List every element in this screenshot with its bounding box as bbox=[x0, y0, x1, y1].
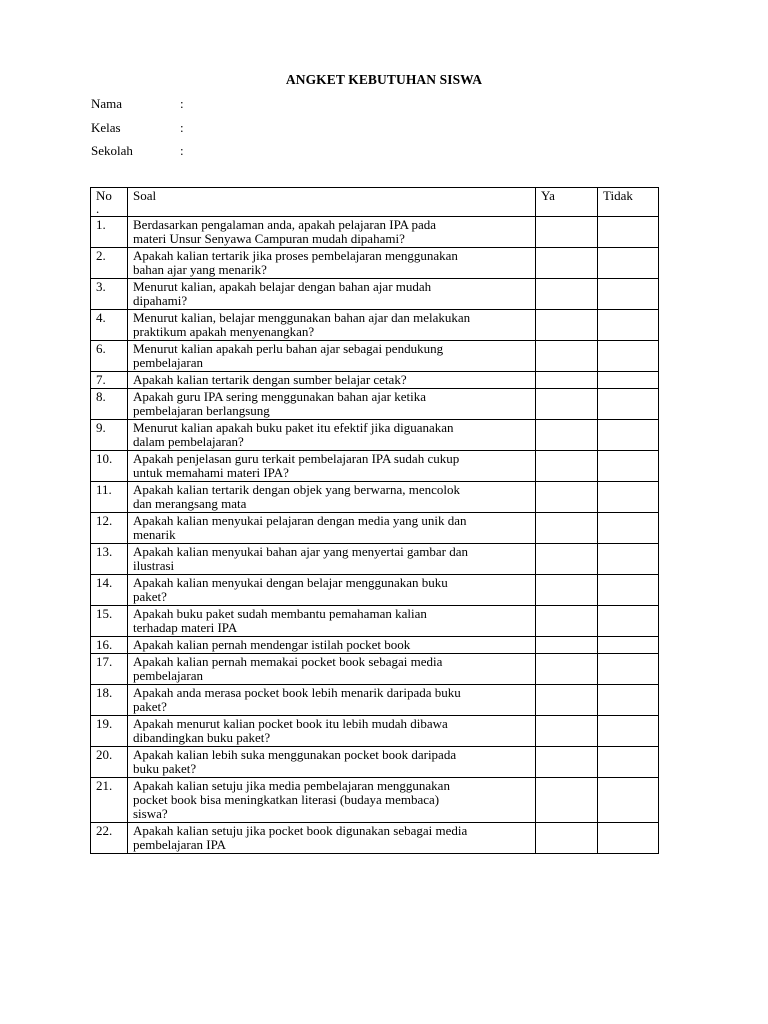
row-question: Berdasarkan pengalaman anda, apakah pelajaran IPA pada materi Unsur Senyawa Campuran mudah dipahami? bbox=[128, 217, 536, 248]
answer-tidak-cell[interactable] bbox=[598, 606, 659, 637]
answer-tidak-cell[interactable] bbox=[598, 310, 659, 341]
table-row bbox=[91, 420, 659, 451]
row-question: Apakah kalian menyukai pelajaran dengan media yang unik dan menarik bbox=[128, 513, 536, 544]
answer-ya-cell[interactable] bbox=[536, 747, 598, 778]
field-sekolah bbox=[91, 143, 184, 159]
row-question: Apakah kalian pernah memakai pocket book sebagai media pembelajaran bbox=[128, 654, 536, 685]
table-row bbox=[91, 544, 659, 575]
field-nama-colon: : bbox=[180, 96, 184, 111]
questionnaire-table bbox=[90, 187, 659, 854]
row-number: 19. bbox=[91, 716, 128, 747]
answer-ya-cell[interactable] bbox=[536, 575, 598, 606]
row-number: 16. bbox=[91, 637, 128, 654]
table-row bbox=[91, 685, 659, 716]
answer-ya-cell[interactable] bbox=[536, 482, 598, 513]
table-row bbox=[91, 606, 659, 637]
row-number: 18. bbox=[91, 685, 128, 716]
answer-ya-cell[interactable] bbox=[536, 279, 598, 310]
answer-ya-cell[interactable] bbox=[536, 372, 598, 389]
answer-ya-cell[interactable] bbox=[536, 513, 598, 544]
answer-ya-cell[interactable] bbox=[536, 341, 598, 372]
answer-ya-cell[interactable] bbox=[536, 685, 598, 716]
row-number: 15. bbox=[91, 606, 128, 637]
answer-tidak-cell[interactable] bbox=[598, 654, 659, 685]
answer-tidak-cell[interactable] bbox=[598, 389, 659, 420]
answer-tidak-cell[interactable] bbox=[598, 685, 659, 716]
answer-ya-cell[interactable] bbox=[536, 217, 598, 248]
row-question: Apakah kalian menyukai dengan belajar menggunakan buku paket? bbox=[128, 575, 536, 606]
row-question: Apakah kalian lebih suka menggunakan pocket book daripada buku paket? bbox=[128, 747, 536, 778]
header-tidak: Tidak bbox=[598, 188, 659, 217]
row-number: 22. bbox=[91, 823, 128, 854]
table-row bbox=[91, 372, 659, 389]
answer-tidak-cell[interactable] bbox=[598, 716, 659, 747]
table-row bbox=[91, 778, 659, 823]
answer-ya-cell[interactable] bbox=[536, 778, 598, 823]
field-kelas-colon: : bbox=[180, 120, 184, 135]
row-number: 14. bbox=[91, 575, 128, 606]
field-nama-label: Nama bbox=[91, 96, 123, 111]
answer-ya-cell[interactable] bbox=[536, 248, 598, 279]
answer-tidak-cell[interactable] bbox=[598, 451, 659, 482]
row-question: Menurut kalian apakah perlu bahan ajar sebagai pendukung pembelajaran bbox=[128, 341, 536, 372]
header-ya: Ya bbox=[536, 188, 598, 217]
row-question: Menurut kalian apakah buku paket itu efektif jika diguanakan dalam pembelajaran? bbox=[128, 420, 536, 451]
answer-tidak-cell[interactable] bbox=[598, 778, 659, 823]
table-header-row bbox=[91, 188, 659, 217]
field-nama bbox=[91, 96, 184, 112]
table-row bbox=[91, 310, 659, 341]
row-number: 12. bbox=[91, 513, 128, 544]
row-question: Apakah kalian pernah mendengar istilah pocket book bbox=[128, 637, 536, 654]
answer-ya-cell[interactable] bbox=[536, 637, 598, 654]
row-number: 4. bbox=[91, 310, 128, 341]
table-row bbox=[91, 248, 659, 279]
answer-ya-cell[interactable] bbox=[536, 654, 598, 685]
row-question: Apakah kalian setuju jika pocket book digunakan sebagai media pembelajaran IPA bbox=[128, 823, 536, 854]
table-row bbox=[91, 747, 659, 778]
answer-ya-cell[interactable] bbox=[536, 389, 598, 420]
table-row bbox=[91, 716, 659, 747]
row-number: 9. bbox=[91, 420, 128, 451]
table-row bbox=[91, 451, 659, 482]
answer-ya-cell[interactable] bbox=[536, 606, 598, 637]
answer-ya-cell[interactable] bbox=[536, 544, 598, 575]
answer-tidak-cell[interactable] bbox=[598, 341, 659, 372]
answer-tidak-cell[interactable] bbox=[598, 637, 659, 654]
row-question: Apakah anda merasa pocket book lebih menarik daripada buku paket? bbox=[128, 685, 536, 716]
table-row bbox=[91, 654, 659, 685]
answer-ya-cell[interactable] bbox=[536, 716, 598, 747]
field-kelas-label: Kelas bbox=[91, 120, 121, 135]
table-body bbox=[91, 217, 659, 854]
row-number: 1. bbox=[91, 217, 128, 248]
answer-tidak-cell[interactable] bbox=[598, 823, 659, 854]
answer-tidak-cell[interactable] bbox=[598, 248, 659, 279]
answer-ya-cell[interactable] bbox=[536, 451, 598, 482]
row-number: 11. bbox=[91, 482, 128, 513]
field-kelas bbox=[91, 120, 184, 136]
row-question: Apakah buku paket sudah membantu pemahaman kalian terhadap materi IPA bbox=[128, 606, 536, 637]
answer-tidak-cell[interactable] bbox=[598, 420, 659, 451]
row-number: 8. bbox=[91, 389, 128, 420]
table-row bbox=[91, 389, 659, 420]
answer-tidak-cell[interactable] bbox=[598, 217, 659, 248]
row-question: Apakah guru IPA sering menggunakan bahan ajar ketika pembelajaran berlangsung bbox=[128, 389, 536, 420]
row-question: Apakah penjelasan guru terkait pembelajaran IPA sudah cukup untuk memahami materi IPA? bbox=[128, 451, 536, 482]
answer-ya-cell[interactable] bbox=[536, 420, 598, 451]
row-question: Apakah kalian tertarik dengan sumber belajar cetak? bbox=[128, 372, 536, 389]
answer-tidak-cell[interactable] bbox=[598, 482, 659, 513]
row-number: 6. bbox=[91, 341, 128, 372]
field-sekolah-label: Sekolah bbox=[91, 143, 133, 158]
header-soal: Soal bbox=[128, 188, 536, 217]
table-row bbox=[91, 513, 659, 544]
answer-ya-cell[interactable] bbox=[536, 310, 598, 341]
answer-tidak-cell[interactable] bbox=[598, 575, 659, 606]
header-no: No . bbox=[91, 188, 128, 217]
answer-tidak-cell[interactable] bbox=[598, 747, 659, 778]
row-number: 7. bbox=[91, 372, 128, 389]
row-question: Apakah kalian tertarik jika proses pembelajaran menggunakan bahan ajar yang menarik? bbox=[128, 248, 536, 279]
table-row bbox=[91, 637, 659, 654]
row-number: 17. bbox=[91, 654, 128, 685]
table-row bbox=[91, 341, 659, 372]
row-question: Apakah menurut kalian pocket book itu lebih mudah dibawa dibandingkan buku paket? bbox=[128, 716, 536, 747]
row-question: Menurut kalian, belajar menggunakan bahan ajar dan melakukan praktikum apakah menyenangkan? bbox=[128, 310, 536, 341]
table-row bbox=[91, 823, 659, 854]
table-row bbox=[91, 575, 659, 606]
row-question: Apakah kalian setuju jika media pembelajaran menggunakan pocket book bisa meningkatkan literasi (budaya membaca) siswa? bbox=[128, 778, 536, 823]
row-question: Apakah kalian tertarik dengan objek yang berwarna, mencolok dan merangsang mata bbox=[128, 482, 536, 513]
answer-tidak-cell[interactable] bbox=[598, 279, 659, 310]
table-row bbox=[91, 482, 659, 513]
table-row bbox=[91, 217, 659, 248]
answer-tidak-cell[interactable] bbox=[598, 544, 659, 575]
table-row bbox=[91, 279, 659, 310]
row-number: 20. bbox=[91, 747, 128, 778]
row-question: Menurut kalian, apakah belajar dengan bahan ajar mudah dipahami? bbox=[128, 279, 536, 310]
row-number: 2. bbox=[91, 248, 128, 279]
answer-tidak-cell[interactable] bbox=[598, 372, 659, 389]
row-number: 3. bbox=[91, 279, 128, 310]
answer-ya-cell[interactable] bbox=[536, 823, 598, 854]
document-title: ANGKET KEBUTUHAN SISWA bbox=[285, 72, 483, 87]
row-number: 13. bbox=[91, 544, 128, 575]
row-number: 21. bbox=[91, 778, 128, 823]
answer-tidak-cell[interactable] bbox=[598, 513, 659, 544]
row-question: Apakah kalian menyukai bahan ajar yang menyertai gambar dan ilustrasi bbox=[128, 544, 536, 575]
row-number: 10. bbox=[91, 451, 128, 482]
field-sekolah-colon: : bbox=[180, 143, 184, 158]
